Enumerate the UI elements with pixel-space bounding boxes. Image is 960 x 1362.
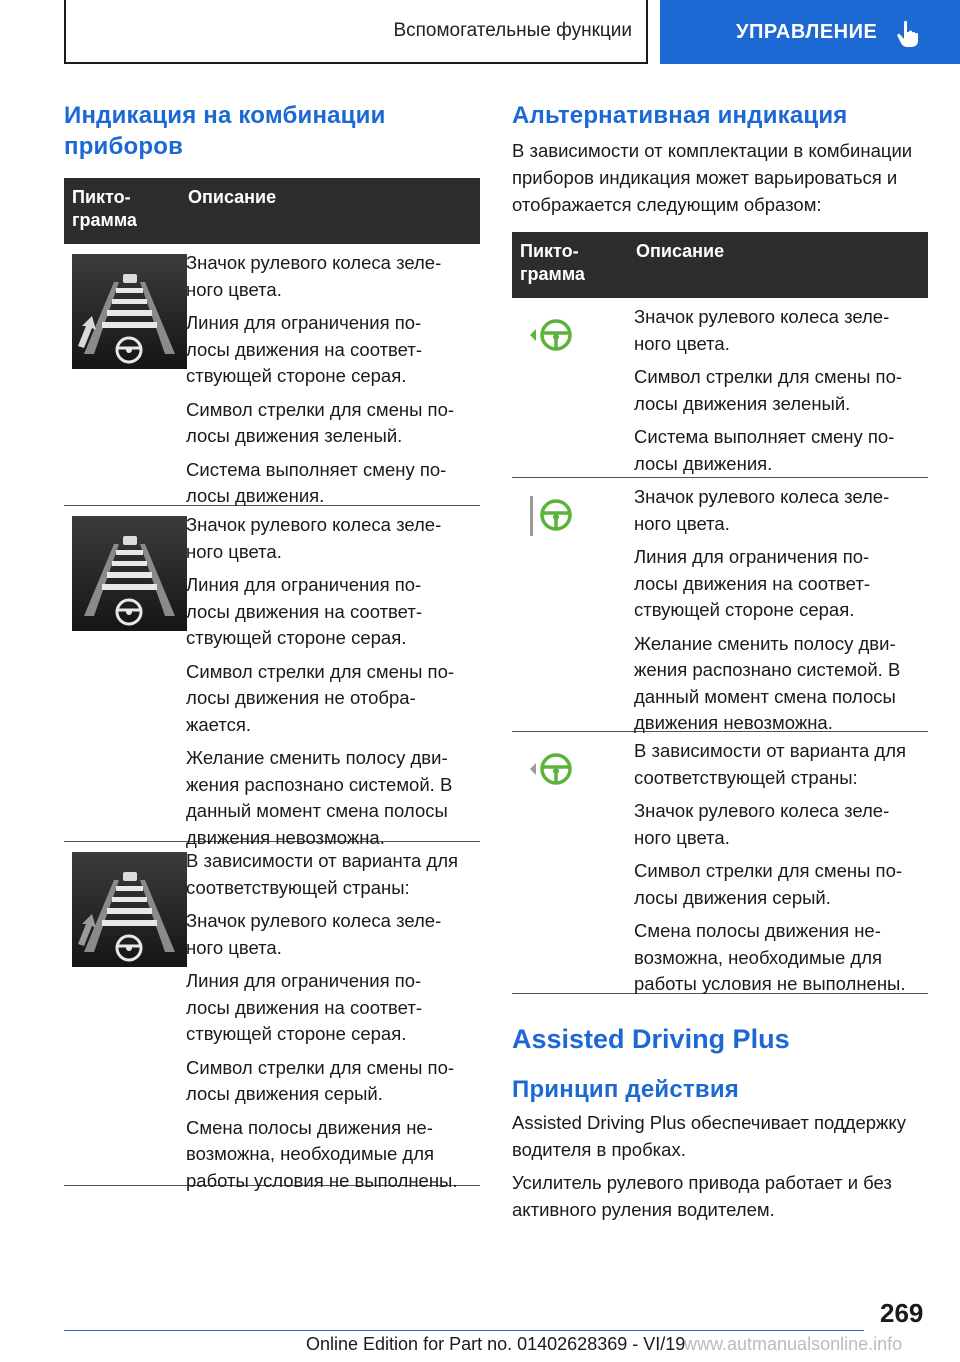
desc-line: Линия для ограничения по- лосы движения на соответ- ствующей стороне серая.	[186, 970, 422, 1044]
desc-line: Желание сменить полосу дви- жения распознано системой. В данный момент смена полосы движения невозможна.	[186, 747, 453, 848]
footer	[0, 1334, 960, 1362]
footer-divider	[64, 1330, 864, 1331]
page-number: 269	[880, 1298, 924, 1328]
desc-line: Линия для ограничения по- лосы движения на соответ- ствующей стороне серая.	[186, 574, 422, 648]
desc-line: Значок рулевого колеса зеле- ного цвета.	[634, 306, 890, 354]
desc-line: Символ стрелки для смены по- лосы движения зеленый.	[186, 398, 455, 446]
left-section-title: Индикация на комбинации приборов	[64, 102, 386, 160]
row-description	[634, 298, 928, 477]
column-header-pictogram: Пикто- грамма	[520, 241, 585, 284]
desc-line: В зависимости от варианта для соответствующей страны:	[186, 850, 459, 898]
desc-line: Система выполняет смену по- лосы движения.	[186, 458, 447, 506]
row-description	[634, 478, 928, 731]
row-description	[634, 732, 928, 993]
desc-line: Символ стрелки для смены по- лосы движения серый.	[186, 1056, 455, 1104]
row-description	[186, 506, 480, 848]
steering-wheel-green-arrow-icon	[520, 310, 580, 360]
principle-subtitle: Принцип действия	[512, 1076, 739, 1103]
column-header-description: Описание	[636, 241, 725, 261]
column-header-pictogram: Пикто- грамма	[72, 187, 137, 230]
table-row	[64, 244, 480, 506]
table-row	[64, 842, 480, 1191]
row-description	[186, 842, 480, 1191]
principle-paragraph-1: Assisted Driving Plus обеспечивает поддержку водителя в пробках.	[512, 1112, 906, 1160]
desc-line: Линия для ограничения по- лосы движения на соответ- ствующей стороне серая.	[634, 546, 870, 620]
left-column	[64, 100, 480, 1191]
row-description	[186, 244, 480, 505]
desc-line: Смена полосы движения не- возможна, необходимые для работы условия не выполнены.	[634, 920, 906, 994]
header-section-label	[64, 0, 648, 64]
desc-line: Символ стрелки для смены по- лосы движения зеленый.	[634, 366, 903, 414]
principle-paragraph-2: Усилитель рулевого привода работает и без активного руления водителем.	[512, 1172, 892, 1220]
desc-line: В зависимости от варианта для соответствующей страны:	[634, 740, 907, 788]
header-chapter-tab[interactable]	[660, 0, 960, 64]
desc-line: Желание сменить полосу дви- жения распознано системой. В данный момент смена полосы движения невозможна.	[634, 632, 901, 733]
desc-line: Смена полосы движения не- возможна, необходимые для работы условия не выполнены.	[186, 1116, 458, 1191]
watermark-text: www.autmanualsonline.info	[684, 1334, 903, 1354]
right-table-header	[512, 232, 928, 298]
left-table-header	[64, 178, 480, 244]
lane-change-arrow-left-icon	[72, 254, 187, 369]
desc-line: Значок рулевого колеса зеле- ного цвета.	[186, 514, 442, 562]
lane-change-arrow-grey-icon	[72, 852, 187, 967]
chapter-label-text: УПРАВЛЕНИЕ	[736, 20, 878, 43]
lane-assist-no-arrow-icon	[72, 516, 187, 631]
right-section-title: Альтернативная индикация	[512, 102, 848, 129]
desc-line: Символ стрелки для смены по- лосы движения серый.	[634, 860, 903, 908]
table-row	[512, 732, 928, 994]
desc-line: Значок рулевого колеса зеле- ного цвета.	[186, 252, 442, 300]
column-header-description: Описание	[188, 187, 277, 207]
right-column	[512, 100, 928, 1223]
right-intro-text: В зависимости от комплектации в комбинации приборов индикация может варьироваться и отображается следующим образом:	[512, 140, 913, 215]
assisted-driving-plus-title: Assisted Driving Plus	[512, 1024, 790, 1054]
table-row	[64, 506, 480, 848]
desc-line: Линия для ограничения по- лосы движения на соответ- ствующей стороне серая.	[186, 312, 422, 386]
edition-text: Online Edition for Part no. 01402628369 - VI/19	[306, 1334, 686, 1354]
table-row	[512, 298, 928, 478]
section-label-text: Вспомогательные функции	[393, 20, 632, 41]
desc-line: Система выполняет смену по- лосы движения.	[634, 426, 895, 474]
desc-line: Значок рулевого колеса зеле- ного цвета.	[634, 486, 890, 534]
desc-line: Символ стрелки для смены по- лосы движения не отобра- жается.	[186, 660, 455, 735]
desc-line: Значок рулевого колеса зеле- ного цвета.	[634, 800, 890, 848]
hand-pointer-icon	[896, 20, 922, 48]
table-row	[512, 478, 928, 732]
steering-wheel-green-line-icon	[520, 490, 580, 540]
desc-line: Значок рулевого колеса зеле- ного цвета.	[186, 910, 442, 958]
steering-wheel-grey-arrow-icon	[520, 744, 580, 794]
